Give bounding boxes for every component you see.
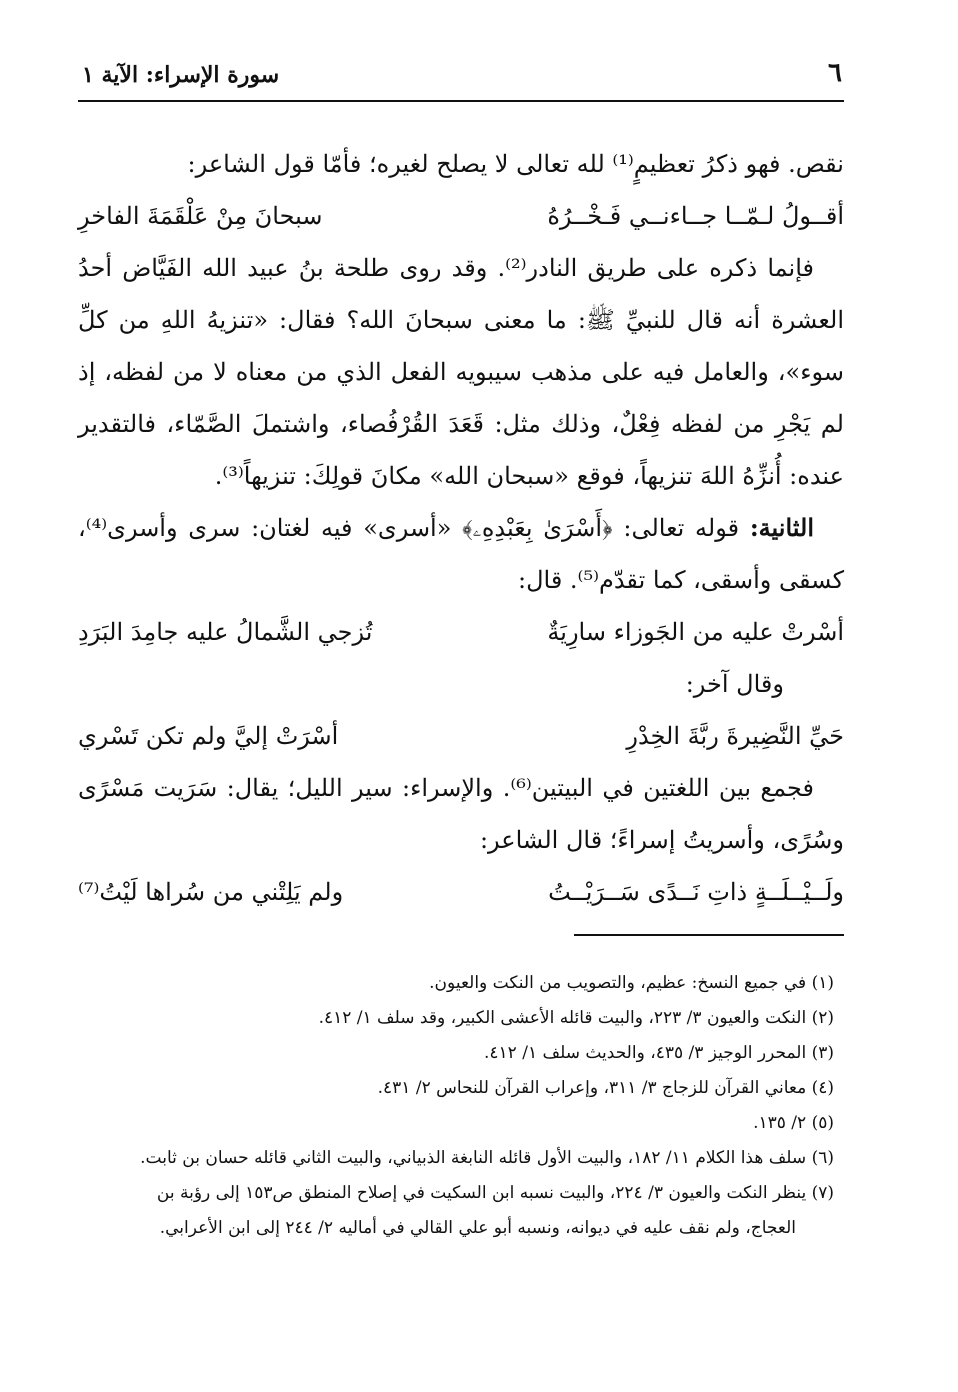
header-rule bbox=[78, 100, 844, 102]
footnote-6: (٦) سلف هذا الكلام ١١/ ١٨٢، والبيت الأول قائله النابغة الذبياني، والبيت الثاني قائله حسان بن ثابت. bbox=[140, 1148, 834, 1168]
verse-3-second-hemistich: أسْرَتْ إليَّ ولم تكن تَسْري bbox=[78, 722, 339, 750]
verse-4-first-hemistich: ولَــيْــلَــةٍ ذاتِ نَــدًى سَــرَيْــتُ bbox=[548, 878, 844, 906]
paragraph-5: فجمع بين اللغتين في البيتين⁽⁶⁾. والإسراء: سير الليل؛ يقال: سَرَيت مَسْرًى وسُرًى، وأسريتُ إسراءً؛ قال الشاعر: bbox=[78, 774, 844, 854]
verse-1 bbox=[78, 190, 844, 242]
footnote-2: (٢) النكت والعيون ٣/ ٢٢٣، والبيت قائله الأعشى الكبير، وقد سلف ١/ ٤١٢. bbox=[318, 1008, 834, 1028]
footnote-4: (٤) معاني القرآن للزجاج ٣/ ٣١١، وإعراب القرآن للنحاس ٢/ ٤٣١. bbox=[377, 1078, 834, 1098]
main-text bbox=[78, 138, 844, 918]
page-number: ٦ bbox=[828, 58, 842, 88]
running-title: سورة الإسراء: الآية ١ bbox=[82, 62, 280, 88]
paragraph-4: وقال آخر: bbox=[685, 670, 784, 698]
footnote-7: (٧) ينظر النكت والعيون ٣/ ٢٢٤، والبيت نسبه ابن السكيت في إصلاح المنطق ص١٥٣ إلى رؤبة بن bbox=[156, 1183, 834, 1203]
footnote-rule bbox=[574, 934, 844, 936]
verse-3-first-hemistich: حَيِّ النَّضِيرةَ ربَّةَ الخِدْرِ bbox=[626, 722, 844, 750]
footnote-7-continued: العجاج، ولم نقف عليه في ديوانه، ونسبه أبو علي القالي في أماليه ٢/ ٢٤٤ إلى ابن الأعرابي. bbox=[159, 1218, 796, 1238]
verse-2-second-hemistich: تُزجي الشَّمالُ عليه جامِدَ البَرَدِ bbox=[78, 618, 373, 646]
paragraph-3 bbox=[78, 502, 844, 606]
verse-4 bbox=[78, 866, 844, 918]
footnote-3: (٣) المحرر الوجيز ٣/ ٤٣٥، والحديث سلف ١/ ٤١٢. bbox=[483, 1043, 834, 1063]
paragraph-3-text: قوله تعالى: ﴿أَسْرَىٰ بِعَبْدِهِۦ﴾ «أسرى» فيه لغتان: سرى وأسرى⁽⁴⁾، كسقى وأسقى، كما تقدّم⁽⁵⁾. قال: bbox=[78, 514, 844, 594]
verse-1-first-hemistich: أقــولُ لـمّــا جــاءنــي فَـخْــرُهُ bbox=[547, 202, 844, 230]
paragraph-2: فإنما ذكره على طريق النادر⁽²⁾. وقد روى طلحة بنُ عبيد الله الفَيَّاض أحدُ العشرة أنه قال للنبيِّ ﷺ: ما معنى سبحانَ الله؟ فقال: «تنزيهُ اللهِ من كلِّ سوء»، والعامل فيه على مذهب سيبويه الفعل الذي من معناه لا من لفظه، إذ لم يَجْرِ من لفظه فِعْلٌ، وذلك مثل: قَعَدَ القُرْفُصاء، واشتملَ الصَّمّاء، فالتقدير عنده: أُنزِّهُ اللهَ تنزيهاً، فوقع «سبحان الله» مكانَ قولِكَ: تنزيهاً⁽³⁾. bbox=[78, 254, 844, 490]
paragraph-1: نقص. فهو ذكرُ تعظيمٍ⁽¹⁾ لله تعالى لا يصلح لغيره؛ فأمّا قول الشاعر: bbox=[187, 150, 844, 178]
footnote-1: (١) في جميع النسخ: عظيم، والتصويب من النكت والعيون. bbox=[429, 973, 834, 993]
verse-3 bbox=[78, 710, 844, 762]
section-lead: الثانية: bbox=[749, 513, 814, 542]
footnote-5: (٥) ٢/ ١٣٥. bbox=[753, 1113, 834, 1133]
running-header bbox=[82, 56, 842, 96]
verse-4-second-hemistich: ولم يَلِتْني من سُراها لَيْتُ⁽⁷⁾ bbox=[78, 878, 344, 906]
verse-1-second-hemistich: سبحانَ مِنْ عَلْقَمَةَ الفاخرِ bbox=[78, 202, 323, 230]
verse-2 bbox=[78, 606, 844, 658]
verse-2-first-hemistich: أسْرتْ عليه من الجَوزاء سارِيَةٌ bbox=[547, 618, 844, 646]
footnotes bbox=[78, 966, 844, 1246]
